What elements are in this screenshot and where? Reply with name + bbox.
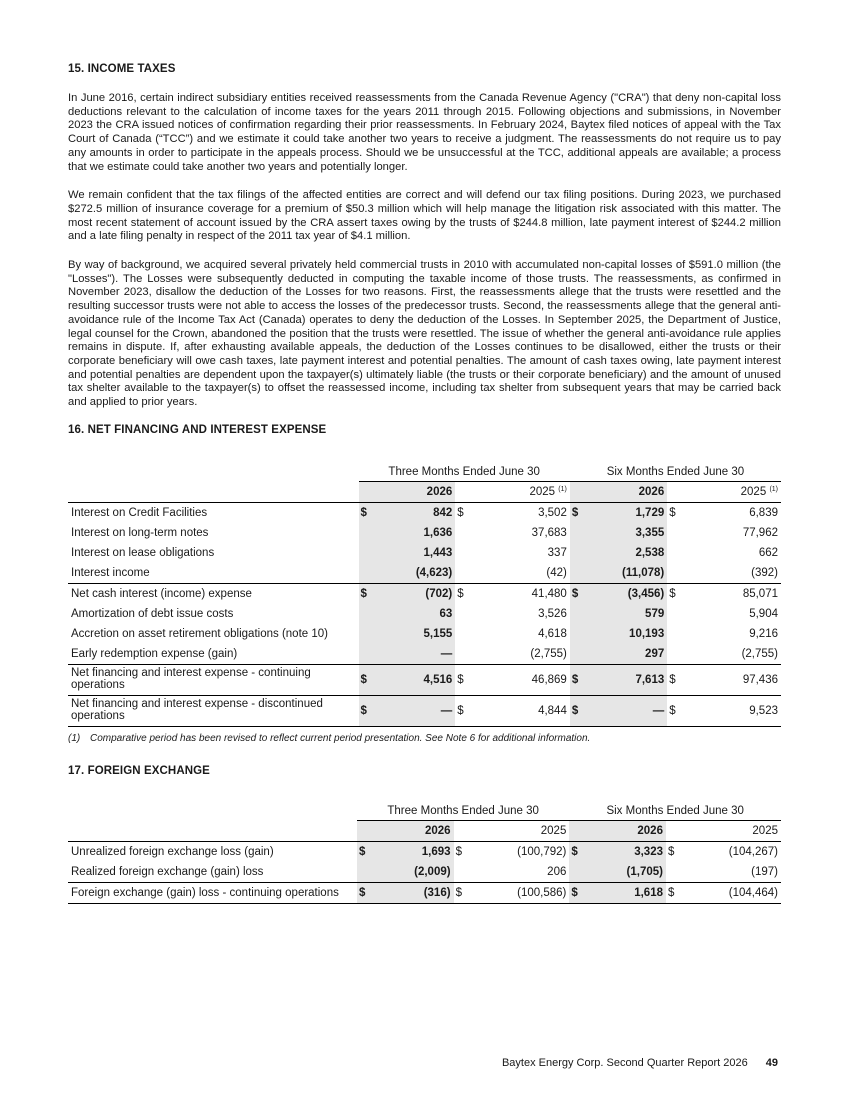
currency-symbol: $: [667, 845, 675, 858]
currency-symbol: [666, 862, 685, 883]
value-cell: (104,464): [685, 882, 781, 903]
value-cell: 5,155: [377, 624, 455, 644]
currency-symbol: $: [457, 506, 464, 519]
currency-symbol: [667, 644, 686, 665]
currency-symbol: $: [359, 583, 378, 604]
net-financing-table: [68, 463, 781, 727]
row-label: Amortization of debt issue costs: [71, 607, 234, 620]
currency-symbol: [569, 862, 588, 883]
currency-symbol: [359, 624, 378, 644]
page-content: [68, 60, 781, 904]
table-row: [68, 644, 781, 665]
value-cell: (3,456): [589, 583, 668, 604]
income-taxes-paragraph-1: In June 2016, certain indirect subsidiary entities received reassessments from the Canada Revenue Agency ("CRA") that deny non-capital loss deductions relevant to the calculation of income taxes for the years 2011 through 2015. Following objections and submissions, in November 2023 the CRA issued notices of confirmation regarding their prior reassessments. In February 2024, Baytex filed notices of appeal with the Tax Court of Canada (“TCC”) and we estimate it could take another two years to receive a judgment. The reassessments do not require us to pay any amounts in order to participate in the appeals process. Should we be unsuccessful at the TCC, additional appeals are available; a process that we estimate could take another two years and potentially longer.: [68, 92, 781, 173]
row-label: Interest on lease obligations: [71, 546, 215, 559]
row-label: Net financing and interest expense - continuing operations: [68, 664, 359, 695]
currency-symbol: $: [666, 882, 685, 903]
table-footnote: (1) Comparative period has been revised to reflect current period presentation. See Note 6 for additional information.: [68, 732, 591, 744]
income-taxes-paragraph-2: We remain confident that the tax filings of the affected entities are correct and will defend our tax filing positions. During 2023, we purchased $272.5 million of insurance coverage for a premium of $50.3 million which will help manage the litigation risk associated with this matter. The most recent statement of account issued by the CRA assert taxes owing by the trusts of $244.8 million, late payment interest of $244.2 million and a late filing penalty in respect of the 2011 tax year of $4.1 million.: [68, 189, 781, 243]
currency-symbol: $: [357, 841, 376, 862]
value-cell: —: [377, 695, 455, 726]
currency-symbol: [359, 604, 378, 624]
table-row: [68, 502, 781, 523]
row-label: Foreign exchange (gain) loss - continuing operations: [68, 882, 357, 903]
currency-symbol: $: [569, 882, 588, 903]
table-row: [68, 695, 781, 726]
year-header: 2025 $^{(1)}$: [686, 481, 781, 502]
currency-symbol: [570, 644, 589, 665]
section-17-heading: 17. FOREIGN EXCHANGE: [68, 764, 210, 777]
table-row: [68, 583, 781, 604]
value-cell: (4,623): [377, 563, 455, 584]
table-row: [68, 882, 781, 903]
value-cell: 10,193: [589, 624, 668, 644]
currency-symbol: $: [570, 583, 589, 604]
row-label: Net cash interest (income) expense: [68, 583, 359, 604]
foreign-exchange-table: [68, 802, 781, 904]
value-cell: (2,755): [741, 647, 778, 660]
currency-symbol: [455, 644, 474, 665]
three-months-header: Three Months Ended June 30: [357, 802, 569, 821]
row-label: Interest on long-term notes: [71, 526, 209, 539]
currency-symbol: [359, 563, 378, 584]
currency-symbol: [455, 624, 474, 644]
value-cell: (11,078): [589, 563, 668, 584]
value-cell: (392): [751, 566, 778, 579]
currency-symbol: [667, 624, 686, 644]
footnote-ref: (1): [769, 485, 778, 493]
year-header: 2026: [376, 820, 454, 841]
currency-symbol: [357, 862, 376, 883]
value-cell: 579: [589, 604, 668, 624]
page-number: 49: [765, 1057, 778, 1069]
value-cell: 3,323: [588, 841, 666, 862]
row-label: Net financing and interest expense - discontinued operations: [68, 695, 359, 726]
row-label: Unrealized foreign exchange loss (gain): [71, 845, 274, 858]
currency-symbol: $: [359, 502, 378, 523]
currency-symbol: $: [359, 664, 378, 695]
year-header: 2026: [589, 481, 668, 502]
value-cell: 297: [589, 644, 668, 665]
currency-symbol: $: [569, 841, 588, 862]
currency-symbol: $: [667, 664, 686, 695]
value-cell: 3,502: [538, 506, 567, 519]
value-cell: 9,523: [686, 695, 781, 726]
currency-symbol: $: [570, 664, 589, 695]
table-row: [68, 563, 781, 584]
currency-symbol: $: [455, 583, 474, 604]
value-cell: 3,355: [589, 523, 668, 543]
value-cell: 842: [377, 502, 455, 523]
income-taxes-paragraph-3: By way of background, we acquired several privately held commercial trusts in 2010 with accumulated non-capital losses of $591.0 million (the "Losses"). The Losses were subsequently deducted in computing the taxable income of those trusts. The reassessments, as confirmed in November 2023, disallow the deduction of the Losses for two reasons. First, the reassessments allege that the trusts were resettled and the resulting successor trusts were not able to access the losses of the predecessor trusts. Second, the reassessments allege that the general anti-avoidance rule of the Income Tax Act (Canada) operates to deny the deduction of the Losses. In September 2025, the Department of Justice, legal counsel for the Crown, abandoned the position that the trusts were resettled. The issue of whether the general anti-avoidance rule applies remains in dispute. If, after exhausting available appeals, the deduction of the Losses continues to be disallowed, either the trusts or their corporate beneficiary will owe cash taxes, late payment interest and potential penalties. The amount of cash taxes owing, late payment interest and potential penalties are dependent upon the taxpayer(s) ultimately liable (the trusts or their corporate beneficiary) and the amount of unused tax shelter available to the taxpayer(s) to offset the reassessed income, including tax shelter from subsequent years that may be carried back and applied to prior years.: [68, 259, 781, 409]
value-cell: (100,792): [517, 845, 567, 858]
value-cell: (42): [546, 566, 567, 579]
value-cell: 4,516: [377, 664, 455, 695]
currency-symbol: $: [357, 882, 376, 903]
currency-symbol: $: [667, 583, 686, 604]
value-cell: 1,443: [377, 543, 455, 563]
currency-symbol: [570, 523, 589, 543]
year-header: 2026: [377, 481, 455, 502]
value-cell: 1,636: [377, 523, 455, 543]
value-cell: 4,844: [474, 695, 570, 726]
currency-symbol: $: [667, 695, 686, 726]
value-cell: (316): [376, 882, 454, 903]
value-cell: 85,071: [686, 583, 781, 604]
currency-symbol: $: [669, 506, 676, 519]
currency-symbol: [455, 543, 474, 563]
value-cell: 3,526: [538, 607, 567, 620]
value-cell: 662: [758, 546, 778, 559]
value-cell: —: [589, 695, 668, 726]
currency-symbol: [570, 543, 589, 563]
value-cell: 206: [547, 865, 567, 878]
six-months-header: Six Months Ended June 30: [569, 802, 781, 821]
currency-symbol: [667, 563, 686, 584]
year-header: 2026: [588, 820, 666, 841]
value-cell: —: [377, 644, 455, 665]
value-cell: 37,683: [531, 526, 567, 539]
currency-symbol: $: [455, 695, 474, 726]
year-header: 2025: [685, 820, 781, 841]
value-cell: 9,216: [749, 627, 778, 640]
currency-symbol: $: [359, 695, 378, 726]
year-header: 2025 $^{(1)}$: [474, 481, 570, 502]
value-cell: 41,480: [474, 583, 570, 604]
currency-symbol: [570, 604, 589, 624]
currency-symbol: [359, 523, 378, 543]
currency-symbol: [359, 543, 378, 563]
table-row: [68, 624, 781, 644]
table-row: [68, 543, 781, 563]
table-row: [68, 523, 781, 543]
value-cell: 1,729: [589, 502, 668, 523]
value-cell: 5,904: [749, 607, 778, 620]
value-cell: (702): [377, 583, 455, 604]
value-cell: 337: [547, 546, 567, 559]
currency-symbol: [454, 862, 473, 883]
page-footer: [502, 1057, 778, 1069]
report-name: Baytex Energy Corp. Second Quarter Report 2026: [501, 1057, 748, 1069]
row-label: Interest on Credit Facilities: [71, 506, 208, 519]
six-months-header: Six Months Ended June 30: [570, 463, 781, 482]
table-row: [68, 664, 781, 695]
section-16-heading: 16. NET FINANCING AND INTEREST EXPENSE: [68, 423, 327, 436]
value-cell: (100,586): [472, 882, 569, 903]
three-months-header: Three Months Ended June 30: [359, 463, 570, 482]
section-15-heading: 15. INCOME TAXES: [68, 63, 176, 75]
value-cell: 63: [377, 604, 455, 624]
currency-symbol: [455, 604, 474, 624]
value-cell: 2,538: [589, 543, 668, 563]
currency-symbol: [667, 604, 686, 624]
currency-symbol: [667, 523, 686, 543]
table-row: [68, 604, 781, 624]
currency-symbol: $: [570, 695, 589, 726]
currency-symbol: [570, 563, 589, 584]
value-cell: (104,267): [728, 845, 778, 858]
table-row: [68, 862, 781, 883]
row-label: Interest income: [71, 566, 150, 579]
value-cell: (2,009): [376, 862, 454, 883]
row-label: Accretion on asset retirement obligations (note 10): [71, 627, 328, 640]
currency-symbol: [455, 523, 474, 543]
currency-symbol: [455, 563, 474, 584]
value-cell: 1,618: [588, 882, 666, 903]
footnote-ref: (1): [558, 485, 567, 493]
value-cell: 6,839: [749, 506, 778, 519]
currency-symbol: [667, 543, 686, 563]
value-cell: 7,613: [589, 664, 668, 695]
currency-symbol: $: [455, 845, 462, 858]
currency-symbol: $: [454, 882, 473, 903]
row-label: Realized foreign exchange (gain) loss: [71, 865, 264, 878]
value-cell: 97,436: [686, 664, 781, 695]
value-cell: 1,693: [376, 841, 454, 862]
currency-symbol: $: [455, 664, 474, 695]
value-cell: (2,755): [530, 647, 567, 660]
currency-symbol: [359, 644, 378, 665]
currency-symbol: [570, 624, 589, 644]
currency-symbol: $: [570, 502, 589, 523]
year-header: 2025: [472, 820, 569, 841]
table-row: [68, 841, 781, 862]
value-cell: (197): [751, 865, 778, 878]
row-label: Early redemption expense (gain): [71, 647, 238, 660]
value-cell: 77,962: [742, 526, 778, 539]
value-cell: 46,869: [474, 664, 570, 695]
value-cell: 4,618: [538, 627, 567, 640]
value-cell: (1,705): [588, 862, 666, 883]
